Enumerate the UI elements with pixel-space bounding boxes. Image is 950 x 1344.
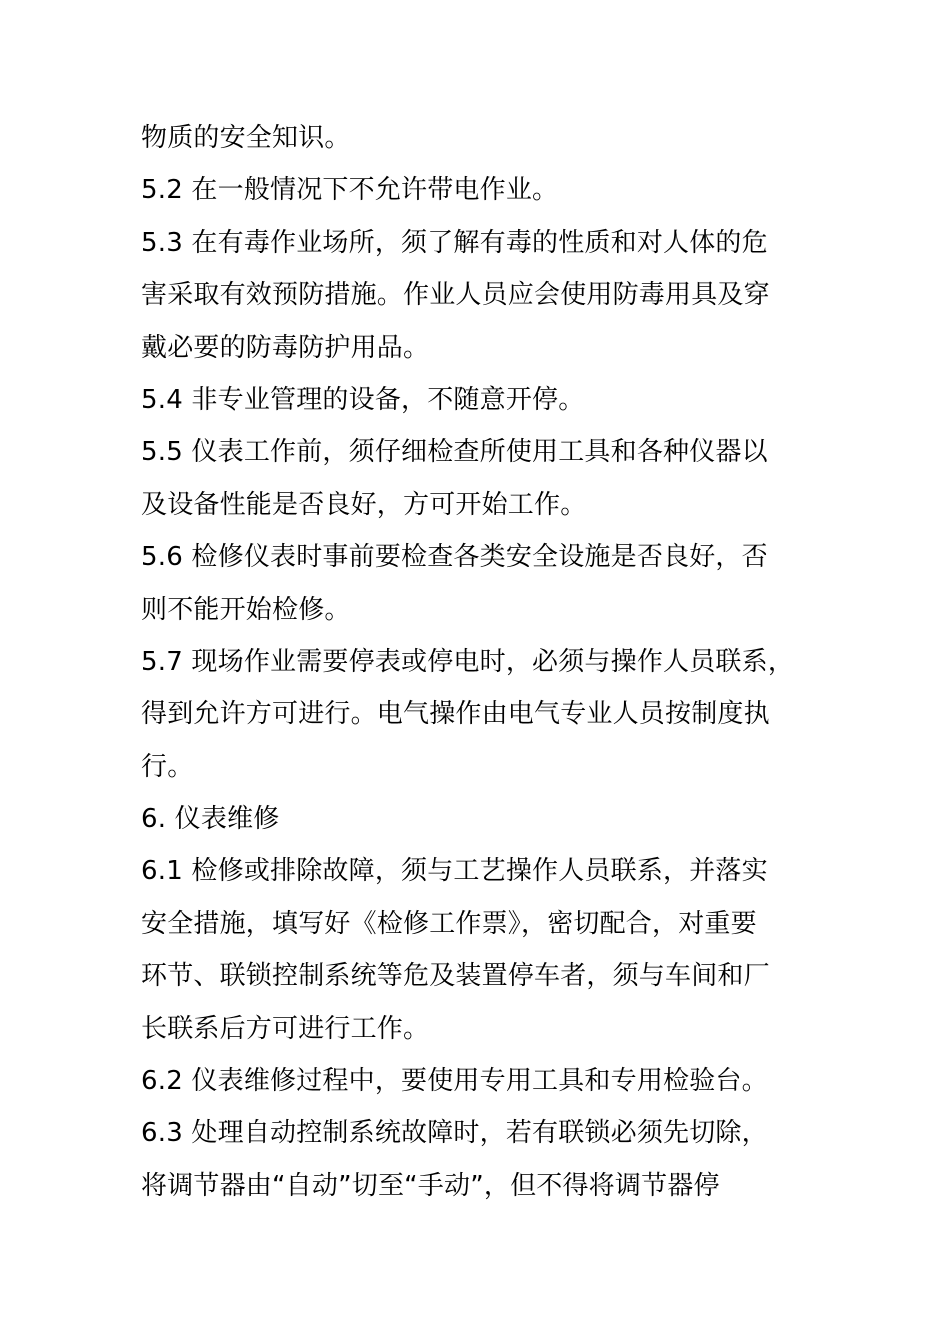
text-line: 6.2 仪表维修过程中，要使用专用工具和专用检验台。 bbox=[141, 1066, 768, 1097]
text-line: 害采取有效预防措施。作业人员应会使用防毒用具及穿 bbox=[141, 280, 770, 311]
text-line: 安全措施，填写好《检修工作票》，密切配合，对重要 bbox=[141, 908, 757, 939]
text-line: 5.7 现场作业需要停表或停电时，必须与操作人员联系， bbox=[141, 646, 795, 677]
text-line: 物质的安全知识。 bbox=[141, 123, 351, 153]
text-line: 及设备性能是否良好，方可开始工作。 bbox=[141, 489, 587, 520]
section-heading: 6. 仪表维修 bbox=[141, 804, 280, 835]
text-line: 戴必要的防毒防护用品。 bbox=[141, 332, 430, 363]
text-line: 则不能开始检修。 bbox=[141, 594, 351, 625]
text-line: 将调节器由“自动”切至“手动”，但不得将调节器停 bbox=[141, 1170, 720, 1201]
text-line: 5.3 在有毒作业场所，须了解有毒的性质和对人体的危 bbox=[141, 227, 768, 258]
text-line: 5.6 检修仪表时事前要检查各类安全设施是否良好，否 bbox=[141, 542, 768, 573]
text-line: 5.2 在一般情况下不允许带电作业。 bbox=[141, 175, 559, 206]
text-line: 6.1 检修或排除故障，须与工艺操作人员联系，并落实 bbox=[141, 856, 768, 887]
text-line: 6.3 处理自动控制系统故障时，若有联锁必须先切除， bbox=[141, 1118, 768, 1149]
text-line: 环节、联锁控制系统等危及装置停车者，须与车间和厂 bbox=[141, 961, 770, 992]
text-line: 得到允许方可进行。电气操作由电气专业人员按制度执 bbox=[141, 699, 770, 730]
document-body bbox=[141, 112, 821, 1212]
text-line: 行。 bbox=[141, 751, 194, 782]
text-line: 5.4 非专业管理的设备，不随意开停。 bbox=[141, 384, 585, 415]
text-line: 长联系后方可进行工作。 bbox=[141, 1013, 430, 1044]
text-line: 5.5 仪表工作前，须仔细检查所使用工具和各种仪器以 bbox=[141, 437, 768, 468]
